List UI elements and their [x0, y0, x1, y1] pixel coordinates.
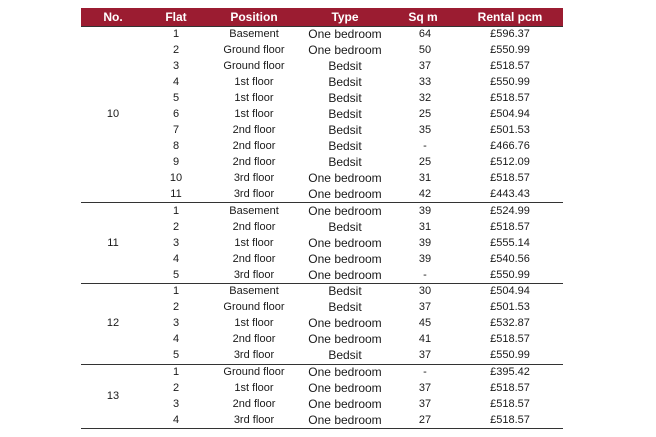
- type-cell: Bedsit: [328, 284, 362, 299]
- table-row: [81, 219, 563, 235]
- flat-cell: 6: [172, 108, 180, 121]
- type-cell: One bedroom: [308, 316, 382, 331]
- type-cell: Bedsit: [328, 75, 362, 90]
- sqm-cell: -: [423, 268, 427, 281]
- building-group: [81, 284, 563, 365]
- flat-cell: 4: [172, 333, 180, 346]
- position-cell: 3rd floor: [233, 413, 275, 426]
- table-row: [81, 316, 563, 332]
- flat-cell: 3: [172, 398, 180, 411]
- rent-cell: £518.57: [490, 398, 530, 411]
- rent-cell: £504.94: [490, 108, 530, 121]
- type-cell: One bedroom: [308, 170, 382, 185]
- position-cell: 3rd floor: [233, 268, 275, 281]
- table-row: [81, 284, 563, 300]
- position-cell: 1st floor: [234, 382, 274, 395]
- type-cell: One bedroom: [308, 43, 382, 58]
- rent-cell: £518.57: [490, 333, 530, 346]
- table-row: [81, 203, 563, 219]
- type-cell: One bedroom: [308, 267, 382, 282]
- flat-cell: 3: [172, 60, 180, 73]
- flat-cell: 2: [172, 382, 180, 395]
- flat-cell: 1: [172, 28, 180, 41]
- sqm-cell: 37: [418, 60, 432, 73]
- rent-cell: £550.99: [490, 268, 530, 281]
- building-group: [81, 203, 563, 284]
- table-row: [81, 59, 563, 75]
- type-cell: Bedsit: [328, 139, 362, 154]
- sqm-cell: 50: [418, 44, 432, 57]
- rent-cell: £518.57: [490, 171, 530, 184]
- sqm-cell: 37: [418, 301, 432, 314]
- flat-cell: 1: [172, 285, 180, 298]
- flat-cell: 4: [172, 252, 180, 265]
- rent-cell: £504.94: [490, 285, 530, 298]
- position-cell: 2nd floor: [232, 124, 276, 137]
- sqm-cell: 42: [418, 187, 432, 200]
- rent-cell: £518.57: [490, 382, 530, 395]
- position-cell: Ground floor: [223, 366, 285, 379]
- rental-table: [81, 8, 563, 429]
- position-cell: 3rd floor: [233, 171, 275, 184]
- sqm-cell: 31: [418, 171, 432, 184]
- sqm-cell: 32: [418, 92, 432, 105]
- table-row: [81, 397, 563, 413]
- flat-cell: 4: [172, 413, 180, 426]
- building-no-cell: 12: [106, 317, 120, 330]
- position-cell: Basement: [229, 285, 279, 298]
- flat-cell: 1: [172, 204, 180, 217]
- type-cell: One bedroom: [308, 203, 382, 218]
- flat-cell: 11: [170, 187, 182, 200]
- flat-cell: 3: [172, 236, 180, 249]
- sqm-cell: 37: [418, 349, 432, 362]
- table-row: [81, 107, 563, 123]
- type-cell: One bedroom: [308, 186, 382, 201]
- rent-cell: £518.57: [490, 60, 530, 73]
- header-rental: Rental pcm: [457, 8, 563, 27]
- flat-cell: 2: [172, 301, 180, 314]
- table-row: [81, 186, 563, 202]
- table-row: [81, 43, 563, 59]
- rent-cell: £550.99: [490, 349, 530, 362]
- type-cell: Bedsit: [328, 59, 362, 74]
- type-cell: One bedroom: [308, 27, 382, 42]
- position-cell: Basement: [229, 28, 279, 41]
- table-row: [81, 91, 563, 107]
- rent-cell: £518.57: [490, 413, 530, 426]
- position-cell: Ground floor: [223, 301, 285, 314]
- sqm-cell: 35: [418, 124, 432, 137]
- flat-cell: 5: [172, 349, 180, 362]
- position-cell: 2nd floor: [232, 252, 276, 265]
- rent-cell: £518.57: [490, 92, 530, 105]
- flat-cell: 9: [172, 155, 180, 168]
- sqm-cell: 25: [418, 155, 432, 168]
- rent-cell: £524.99: [490, 204, 530, 217]
- sqm-cell: 27: [418, 413, 432, 426]
- table-row: [81, 413, 563, 429]
- type-cell: Bedsit: [328, 219, 362, 234]
- sqm-cell: -: [423, 140, 427, 153]
- sqm-cell: 39: [418, 252, 432, 265]
- building-no-cell: 10: [106, 108, 120, 121]
- table-header: [81, 8, 563, 27]
- sqm-cell: 37: [418, 382, 432, 395]
- sqm-cell: 25: [418, 108, 432, 121]
- sqm-cell: 37: [418, 398, 432, 411]
- position-cell: Basement: [229, 204, 279, 217]
- table-row: [81, 267, 563, 283]
- position-cell: Ground floor: [223, 44, 285, 57]
- header-row: [81, 8, 563, 27]
- sqm-cell: 41: [418, 333, 432, 346]
- type-cell: One bedroom: [308, 381, 382, 396]
- type-cell: Bedsit: [328, 123, 362, 138]
- position-cell: 1st floor: [234, 317, 274, 330]
- type-cell: One bedroom: [308, 251, 382, 266]
- flat-cell: 4: [172, 76, 180, 89]
- rent-cell: £550.99: [490, 76, 530, 89]
- sqm-cell: 33: [418, 76, 432, 89]
- table-row: [81, 235, 563, 251]
- type-cell: One bedroom: [308, 412, 382, 427]
- rent-cell: £540.56: [490, 252, 530, 265]
- position-cell: 1st floor: [234, 92, 274, 105]
- flat-cell: 1: [172, 366, 180, 379]
- position-cell: 1st floor: [234, 108, 274, 121]
- position-cell: 1st floor: [234, 76, 274, 89]
- sqm-cell: 39: [418, 236, 432, 249]
- type-cell: One bedroom: [308, 397, 382, 412]
- building-group: [81, 27, 563, 203]
- position-cell: 2nd floor: [232, 220, 276, 233]
- sqm-cell: 39: [418, 204, 432, 217]
- rent-cell: £512.09: [490, 155, 530, 168]
- table-row: [81, 155, 563, 171]
- flat-cell: 8: [172, 140, 180, 153]
- sqm-cell: 45: [418, 317, 432, 330]
- type-cell: Bedsit: [328, 154, 362, 169]
- building-no-cell: 11: [107, 236, 119, 249]
- position-cell: 2nd floor: [232, 398, 276, 411]
- position-cell: 2nd floor: [232, 155, 276, 168]
- type-cell: One bedroom: [308, 365, 382, 380]
- type-cell: Bedsit: [328, 91, 362, 106]
- rent-cell: £555.14: [490, 236, 530, 249]
- type-cell: Bedsit: [328, 348, 362, 363]
- flat-cell: 2: [172, 44, 180, 57]
- position-cell: 2nd floor: [232, 140, 276, 153]
- rental-table-container: [81, 8, 563, 429]
- table-row: [81, 170, 563, 186]
- rent-cell: £518.57: [490, 220, 530, 233]
- rent-cell: £466.76: [490, 140, 530, 153]
- header-no: No.: [81, 8, 145, 27]
- sqm-cell: 30: [418, 285, 432, 298]
- position-cell: 3rd floor: [233, 187, 275, 200]
- rent-cell: £395.42: [490, 366, 530, 379]
- type-cell: Bedsit: [328, 300, 362, 315]
- table-row: [81, 364, 563, 380]
- position-cell: 2nd floor: [232, 333, 276, 346]
- rent-cell: £501.53: [490, 301, 530, 314]
- flat-cell: 7: [172, 124, 180, 137]
- rent-cell: £550.99: [490, 44, 530, 57]
- table-row: [81, 300, 563, 316]
- table-row: [81, 27, 563, 43]
- flat-cell: 3: [172, 317, 180, 330]
- building-group: [81, 364, 563, 429]
- flat-cell: 10: [169, 171, 183, 184]
- flat-cell: 5: [172, 92, 180, 105]
- table-row: [81, 332, 563, 348]
- header-position: Position: [207, 8, 301, 27]
- flat-cell: 5: [172, 268, 180, 281]
- table-row: [81, 348, 563, 364]
- rent-cell: £596.37: [490, 28, 530, 41]
- rent-cell: £443.43: [490, 187, 530, 200]
- flat-cell: 2: [172, 220, 180, 233]
- table-row: [81, 123, 563, 139]
- header-sqm: Sq m: [389, 8, 457, 27]
- table-row: [81, 139, 563, 155]
- type-cell: One bedroom: [308, 332, 382, 347]
- type-cell: One bedroom: [308, 235, 382, 250]
- table-row: [81, 75, 563, 91]
- position-cell: 3rd floor: [233, 349, 275, 362]
- sqm-cell: 31: [418, 220, 432, 233]
- position-cell: Ground floor: [223, 60, 285, 73]
- rent-cell: £501.53: [490, 124, 530, 137]
- header-type: Type: [301, 8, 389, 27]
- building-no-cell: 13: [106, 390, 120, 403]
- position-cell: 1st floor: [234, 236, 274, 249]
- sqm-cell: 64: [418, 28, 432, 41]
- type-cell: Bedsit: [328, 107, 362, 122]
- table-row: [81, 381, 563, 397]
- sqm-cell: -: [423, 366, 427, 379]
- header-flat: Flat: [145, 8, 207, 27]
- rent-cell: £532.87: [490, 317, 530, 330]
- table-row: [81, 251, 563, 267]
